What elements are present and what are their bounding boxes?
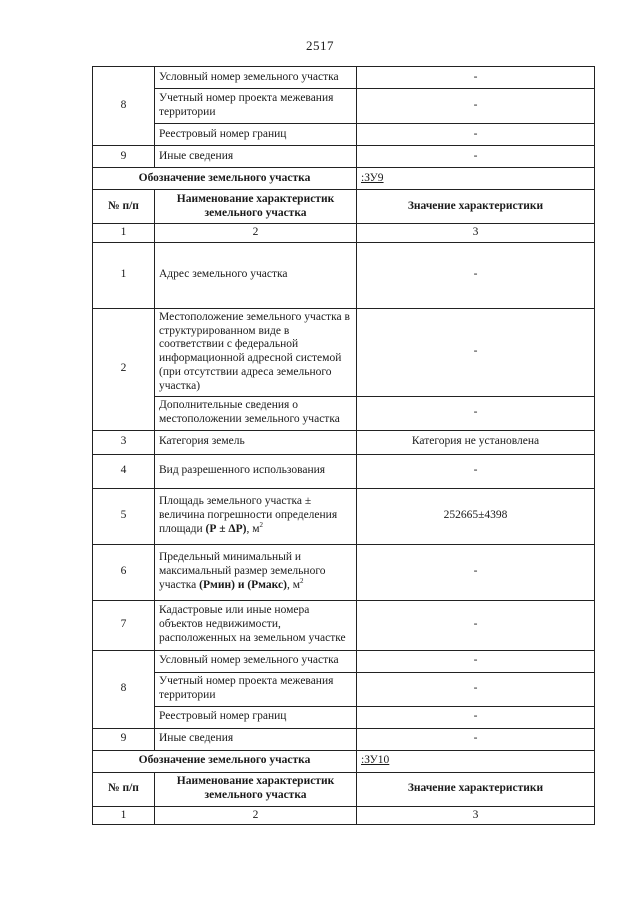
table-row <box>93 308 595 396</box>
row-label <box>155 488 357 544</box>
row-label: Адрес земельного участка <box>155 242 357 308</box>
row-label: Иные сведения <box>155 146 357 168</box>
area-text: Площадь земельного участка ± величина погрешности определения площади <box>159 495 338 535</box>
designation-label: Обозначение земельного участка <box>93 168 357 190</box>
row-label: Реестровый номер границ <box>155 124 357 146</box>
area-formula: (Р ± ΔР) <box>205 522 247 535</box>
row-number: 9 <box>93 146 155 168</box>
row-number: 1 <box>93 242 155 308</box>
row-number: 4 <box>93 454 155 488</box>
table-row <box>93 430 595 454</box>
row-value: - <box>357 124 595 146</box>
header-number: № п/п <box>93 190 155 224</box>
parcel-designation-row <box>93 168 595 190</box>
row-value: - <box>357 600 595 650</box>
row-label: Кадастровые или иные номера объектов недвижимости, расположенных на земельном участке <box>155 600 357 650</box>
column-index-row <box>93 224 595 243</box>
row-number: 9 <box>93 728 155 750</box>
minmax-unit-exponent: 2 <box>299 577 304 586</box>
column-index: 1 <box>93 806 155 825</box>
table-row <box>93 600 595 650</box>
row-value: - <box>357 544 595 600</box>
column-index: 3 <box>357 806 595 825</box>
table-row <box>93 706 595 728</box>
row-number: 2 <box>93 308 155 430</box>
row-value: - <box>357 308 595 396</box>
column-index: 3 <box>357 224 595 243</box>
row-label: Вид разрешенного использования <box>155 454 357 488</box>
table-row <box>93 544 595 600</box>
row-value: - <box>357 242 595 308</box>
minmax-unit: , м <box>286 578 300 591</box>
table-row <box>93 454 595 488</box>
table-row <box>93 650 595 672</box>
row-label: Дополнительные сведения о местоположении земельного участка <box>155 396 357 430</box>
row-label: Учетный номер проекта межевания территории <box>155 89 357 124</box>
table-row <box>93 67 595 89</box>
column-index: 1 <box>93 224 155 243</box>
row-value: - <box>357 454 595 488</box>
minmax-text: Предельный минимальный и максимальный размер земельного участка <box>159 551 326 591</box>
row-number: 7 <box>93 600 155 650</box>
parcel-characteristics-table <box>92 66 595 825</box>
header-number: № п/п <box>93 772 155 806</box>
column-index: 2 <box>155 224 357 243</box>
row-label: Реестровый номер границ <box>155 706 357 728</box>
table-row <box>93 124 595 146</box>
row-value: - <box>357 728 595 750</box>
table-row <box>93 146 595 168</box>
row-label: Условный номер земельного участка <box>155 67 357 89</box>
column-index-row <box>93 806 595 825</box>
row-value: - <box>357 706 595 728</box>
row-number: 5 <box>93 488 155 544</box>
parcel-code: :ЗУ9 <box>357 168 595 190</box>
row-value: - <box>357 89 595 124</box>
area-unit: , м <box>246 522 260 535</box>
row-value: - <box>357 650 595 672</box>
row-number: 3 <box>93 430 155 454</box>
header-value: Значение характеристики <box>357 772 595 806</box>
row-value: - <box>357 67 595 89</box>
table-row <box>93 672 595 706</box>
table-row <box>93 89 595 124</box>
header-name: Наименование характеристик земельного участка <box>155 772 357 806</box>
designation-label: Обозначение земельного участка <box>93 750 357 772</box>
row-label: Категория земель <box>155 430 357 454</box>
row-number: 6 <box>93 544 155 600</box>
column-index: 2 <box>155 806 357 825</box>
header-row <box>93 772 595 806</box>
row-label: Условный номер земельного участка <box>155 650 357 672</box>
header-row <box>93 190 595 224</box>
parcel-designation-row <box>93 750 595 772</box>
table-row <box>93 728 595 750</box>
row-number: 8 <box>93 67 155 146</box>
minmax-formula: (Рмин) и (Рмакс) <box>199 578 287 591</box>
row-label: Иные сведения <box>155 728 357 750</box>
row-value: - <box>357 396 595 430</box>
table-row <box>93 242 595 308</box>
row-value: - <box>357 146 595 168</box>
parcel-code: :ЗУ10 <box>357 750 595 772</box>
row-label: Местоположение земельного участка в структурированном виде в соответствии с федеральной информационной адресной системой (при отсутствии адреса земельного участка) <box>155 308 357 396</box>
page-number: 2517 <box>306 38 334 53</box>
table-row <box>93 396 595 430</box>
row-label <box>155 544 357 600</box>
area-value: 252665±4398 <box>357 488 595 544</box>
header-value: Значение характеристики <box>357 190 595 224</box>
header-name: Наименование характеристик земельного участка <box>155 190 357 224</box>
table-row <box>93 488 595 544</box>
row-number: 8 <box>93 650 155 728</box>
area-unit-exponent: 2 <box>259 521 263 530</box>
row-value: - <box>357 672 595 706</box>
row-value: Категория не установлена <box>357 430 595 454</box>
row-label: Учетный номер проекта межевания территории <box>155 672 357 706</box>
